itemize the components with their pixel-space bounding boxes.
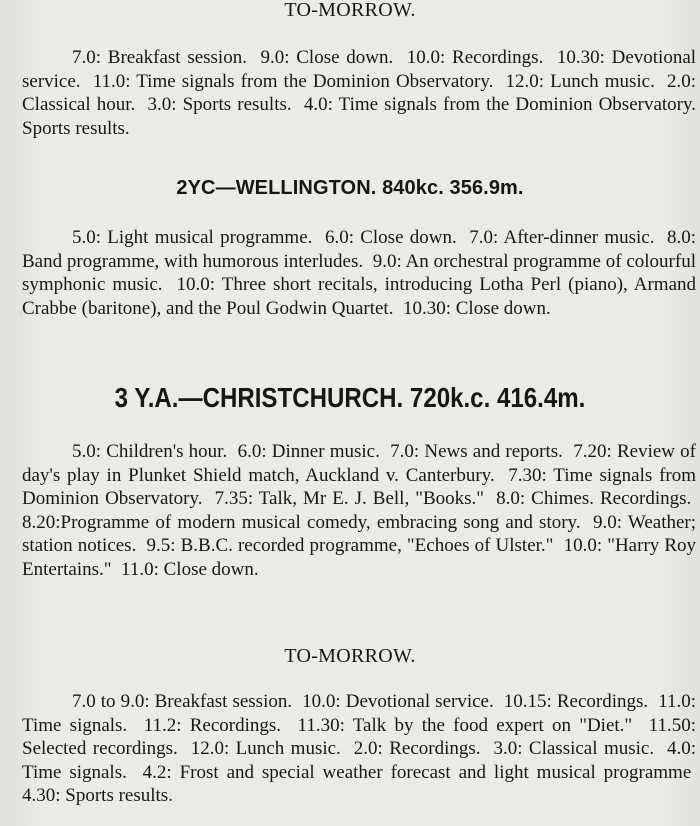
programme-paragraph: [22, 440, 696, 582]
programme-entry: 11.0: Time signals from the Dominion Observatory.: [92, 70, 494, 92]
section-heading: TO-MORROW.: [284, 645, 416, 667]
section-tomorrow-2: [22, 690, 696, 808]
programme-entry: 10.30: Devotional service.: [22, 47, 697, 92]
programme-entry: 10.0: Devotional service.: [302, 691, 494, 712]
programme-entry: 3.0: Sports results.: [147, 94, 292, 116]
programme-entry: 10.0: Three short recitals, introducing Lotha Perl (piano), Armand Crabbe (baritone), and the Poul Godwin Quartet.: [22, 274, 696, 319]
programme-entry: 9.0: An orchestral programme of colourful symphonic music.: [22, 250, 696, 296]
programme-entry: 9.0: Close down.: [260, 47, 394, 68]
programme-entry: 10.30: Close down.: [402, 297, 551, 319]
programme-entry: 4.0: Time signals from the Dominion Observatory. Sports results.: [22, 94, 697, 139]
programme-entry: 10.0: "Harry Roy Entertains.": [22, 535, 697, 580]
section-tomorrow-2-heading-wrap: [0, 646, 700, 666]
section-christchurch-heading-wrap: [0, 384, 700, 412]
programme-entry: 8.0: Chimes. Recordings.: [496, 488, 692, 510]
programme-entry: 4.2: Frost and special weather forecast and light musical programme: [142, 761, 692, 783]
programme-entry: 7.0: Breakfast session.: [72, 47, 247, 68]
programme-entry: 3.0: Classical music.: [493, 738, 655, 760]
programme-entry: 7.20: Review of day's play in Plunket Shield match, Auckland v. Canterbury.: [22, 441, 696, 486]
programme-entry: 8.0: Band programme, with humorous interludes.: [22, 227, 697, 272]
section-tomorrow-1: [22, 46, 696, 140]
programme-paragraph: [22, 46, 696, 140]
programme-entry: 10.0: Recordings.: [406, 47, 544, 68]
programme-entry: 7.0 to 9.0: Breakfast session.: [72, 691, 293, 712]
programme-entry: 11.2: Recordings.: [143, 714, 282, 736]
programme-entry: 7.30: Time signals from Dominion Observatory.: [22, 464, 697, 510]
section-wellington-heading-wrap: [0, 178, 700, 198]
programme-entry: 9.5: B.B.C. recorded programme, "Echoes of Ulster.": [146, 535, 554, 557]
station-heading: 3 Y.A.—CHRISTCHURCH. 720k.c. 416.4m.: [114, 382, 586, 413]
programme-entry: 12.0: Lunch music.: [505, 70, 655, 92]
programme-entry: 7.0: After-dinner music.: [469, 227, 655, 248]
programme-entry: 11.0: Time signals.: [22, 691, 697, 736]
section-christchurch: [22, 440, 696, 582]
programme-entry: 11.0: Close down.: [121, 558, 259, 580]
programme-entry: 12.0: Lunch music.: [190, 738, 341, 760]
station-heading: 2YC—WELLINGTON. 840kc. 356.9m.: [176, 177, 524, 199]
programme-entry: 11.50: Selected recordings.: [22, 714, 696, 760]
section-wellington: [22, 226, 696, 320]
programme-entry: 10.15: Recordings.: [503, 691, 649, 712]
programme-entry: 6.0: Dinner music.: [237, 441, 380, 462]
programme-entry: 8.20:Programme of modern musical comedy, embracing song and story.: [22, 511, 581, 533]
programme-entry: 4.0: Time signals.: [22, 738, 697, 783]
programme-entry: 7.0: News and reports.: [390, 441, 563, 462]
programme-entry: 2.0: Classical hour.: [22, 70, 696, 116]
programme-entry: 2.0: Recordings.: [353, 738, 481, 760]
programme-entry: 9.0: Weather; station notices.: [22, 511, 697, 557]
section-tomorrow-1-heading-wrap: [0, 0, 700, 20]
programme-paragraph: [22, 690, 696, 808]
programme-entry: 5.0: Light musical programme.: [72, 227, 313, 248]
programme-entry: 5.0: Children's hour.: [72, 441, 228, 462]
programme-entry: 4.30: Sports results.: [22, 785, 173, 807]
programme-entry: 11.30: Talk by the food expert on "Diet.": [297, 714, 633, 736]
programme-entry: 7.35: Talk, Mr E. J. Bell, "Books.": [214, 488, 485, 510]
programme-entry: 6.0: Close down.: [324, 227, 457, 248]
section-heading: TO-MORROW.: [284, 0, 416, 21]
programme-paragraph: [22, 226, 696, 320]
